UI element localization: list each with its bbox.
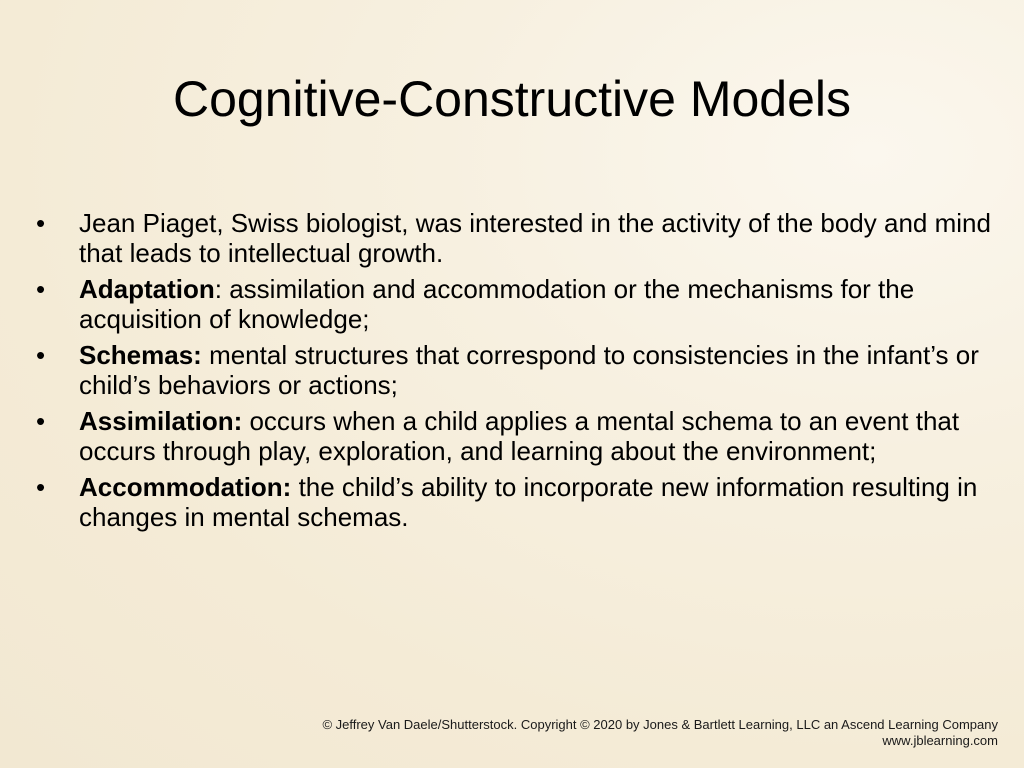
copyright-credit <box>322 717 998 749</box>
bullet-item <box>36 274 996 334</box>
slide-title: Cognitive-Constructive Models <box>172 71 852 127</box>
bullet-term: Schemas: <box>79 340 202 370</box>
bullet-text: the child’s ability to incorporate new information resulting in changes in mental schemas. <box>79 472 978 532</box>
credit-line: © Jeffrey Van Daele/Shutterstock. Copyright © 2020 by Jones & Bartlett Learning, LLC an Ascend Learning Company <box>322 717 998 732</box>
bullet-icon: • <box>36 208 46 238</box>
bullet-list <box>36 208 996 538</box>
bullet-item <box>36 406 996 466</box>
credit-url: www.jblearning.com <box>882 733 998 748</box>
bullet-term: Accommodation: <box>79 472 292 502</box>
bullet-item <box>36 208 996 268</box>
bullet-term: Assimilation: <box>79 406 243 436</box>
bullet-icon: • <box>36 274 46 304</box>
bullet-item <box>36 472 996 532</box>
bullet-text: mental structures that correspond to consistencies in the infant’s or child’s behaviors or actions; <box>79 340 979 400</box>
bullet-icon: • <box>36 340 46 370</box>
bullet-icon: • <box>36 472 46 502</box>
bullet-term: Adaptation <box>79 274 215 304</box>
bullet-item <box>36 340 996 400</box>
bullet-text: Jean Piaget, Swiss biologist, was interested in the activity of the body and mind that leads to intellectual growth. <box>79 208 991 268</box>
bullet-text: occurs when a child applies a mental schema to an event that occurs through play, exploration, and learning about the environment; <box>79 406 960 466</box>
bullet-text: : assimilation and accommodation or the mechanisms for the acquisition of knowledge; <box>79 274 915 334</box>
bullet-icon: • <box>36 406 46 436</box>
